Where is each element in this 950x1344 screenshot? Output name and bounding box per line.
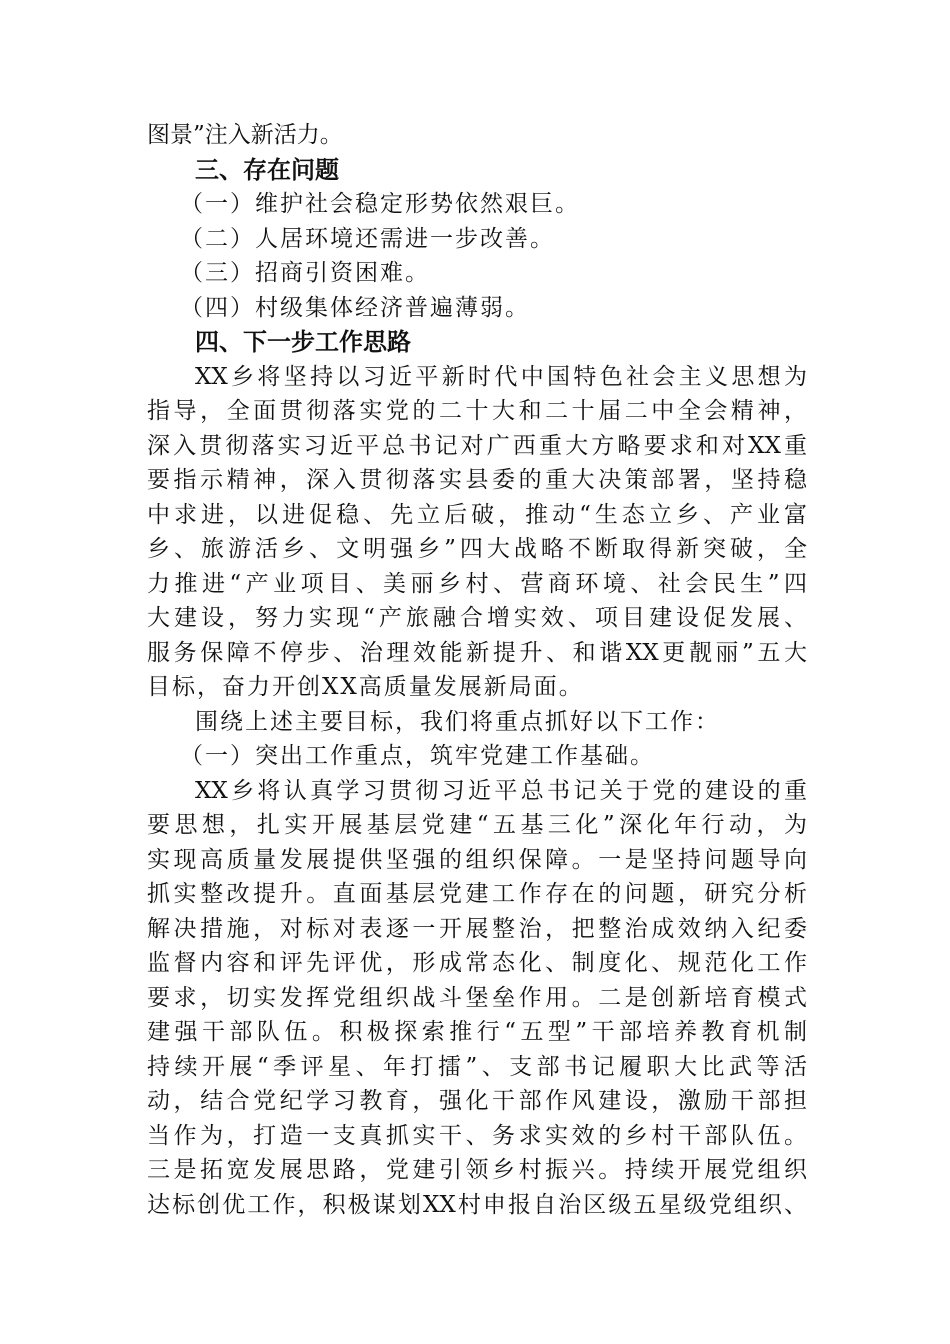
body-text-line: 达标创优工作，积极谋划XX村申报自治区级五星级党组织、 [147,1191,807,1218]
body-text-line: 图景”注入新活力。 [147,122,343,148]
body-text-line: 指导，全面贯彻落实党的二十大和二十届二中全会精神， [147,398,807,424]
body-text-line: 当作为，打造一支真抓实干、务求实效的乡村干部队伍。 [147,1122,807,1149]
body-text-line: 要求，切实发挥党组织战斗堡垒作用。二是创新培育模式 [147,984,807,1011]
section-heading-problems: 三、存在问题 [195,155,339,184]
body-text-line: 深入贯彻落实习近平总书记对广西重大方略要求和对XX重 [147,432,807,459]
body-text-line: 力推进“产业项目、美丽乡村、营商环境、社会民生”四 [147,570,807,597]
body-text-line: XX乡将认真学习贯彻习近平总书记关于党的建设的重 [195,777,807,804]
problem-item: （四）村级集体经济普遍薄弱。 [180,294,530,321]
body-text-line: 实现高质量发展提供坚强的组织保障。一是坚持问题导向 [147,846,807,873]
problem-item: （二）人居环境还需进一步改善。 [180,225,555,252]
body-text-line: 动，结合党纪学习教育，强化干部作风建设，激励干部担 [147,1088,807,1114]
body-text-line: 中求进，以进促稳、先立后破，推动“生态立乡、产业富 [147,501,807,528]
body-text-line: 持续开展“季评星、年打擂”、支部书记履职大比武等活 [147,1053,807,1080]
body-text-line: 要指示精神，深入贯彻落实县委的重大决策部署，坚持稳 [147,467,807,493]
section-heading-next-steps: 四、下一步工作思路 [195,328,411,356]
body-text-line: 建强干部队伍。积极探索推行“五型”干部培养教育机制 [147,1019,807,1045]
body-text-line: 解决措施，对标对表逐一开展整治，把整治成效纳入纪委 [147,915,807,942]
body-text-line: XX乡将坚持以习近平新时代中国特色社会主义思想为 [195,363,807,390]
body-text-line: 要思想，扎实开展基层党建“五基三化”深化年行动，为 [147,812,807,838]
body-text-line: 监督内容和评先评优，形成常态化、制度化、规范化工作 [147,950,807,976]
body-text-line: 服务保障不停步、治理效能新提升、和谐XX更靓丽”五大 [147,639,807,666]
body-text-line: 乡、旅游活乡、文明强乡”四大战略不断取得新突破，全 [147,536,807,562]
body-text-line: 三是拓宽发展思路，党建引领乡村振兴。持续开展党组织 [147,1157,807,1183]
body-text-line: 抓实整改提升。直面基层党建工作存在的问题，研究分析 [147,881,807,907]
document-page [147,118,807,1222]
body-text-line: 大建设，努力实现“产旅融合增实效、项目建设促发展、 [147,605,807,631]
problem-item: （一）维护社会稳定形势依然艰巨。 [180,191,580,217]
body-text-line: 目标，奋力开创XX高质量发展新局面。 [147,674,584,700]
body-text-line: 围绕上述主要目标，我们将重点抓好以下工作： [195,708,720,735]
subsection-heading: （一）突出工作重点，筑牢党建工作基础。 [180,743,655,769]
problem-item: （三）招商引资困难。 [180,260,430,286]
